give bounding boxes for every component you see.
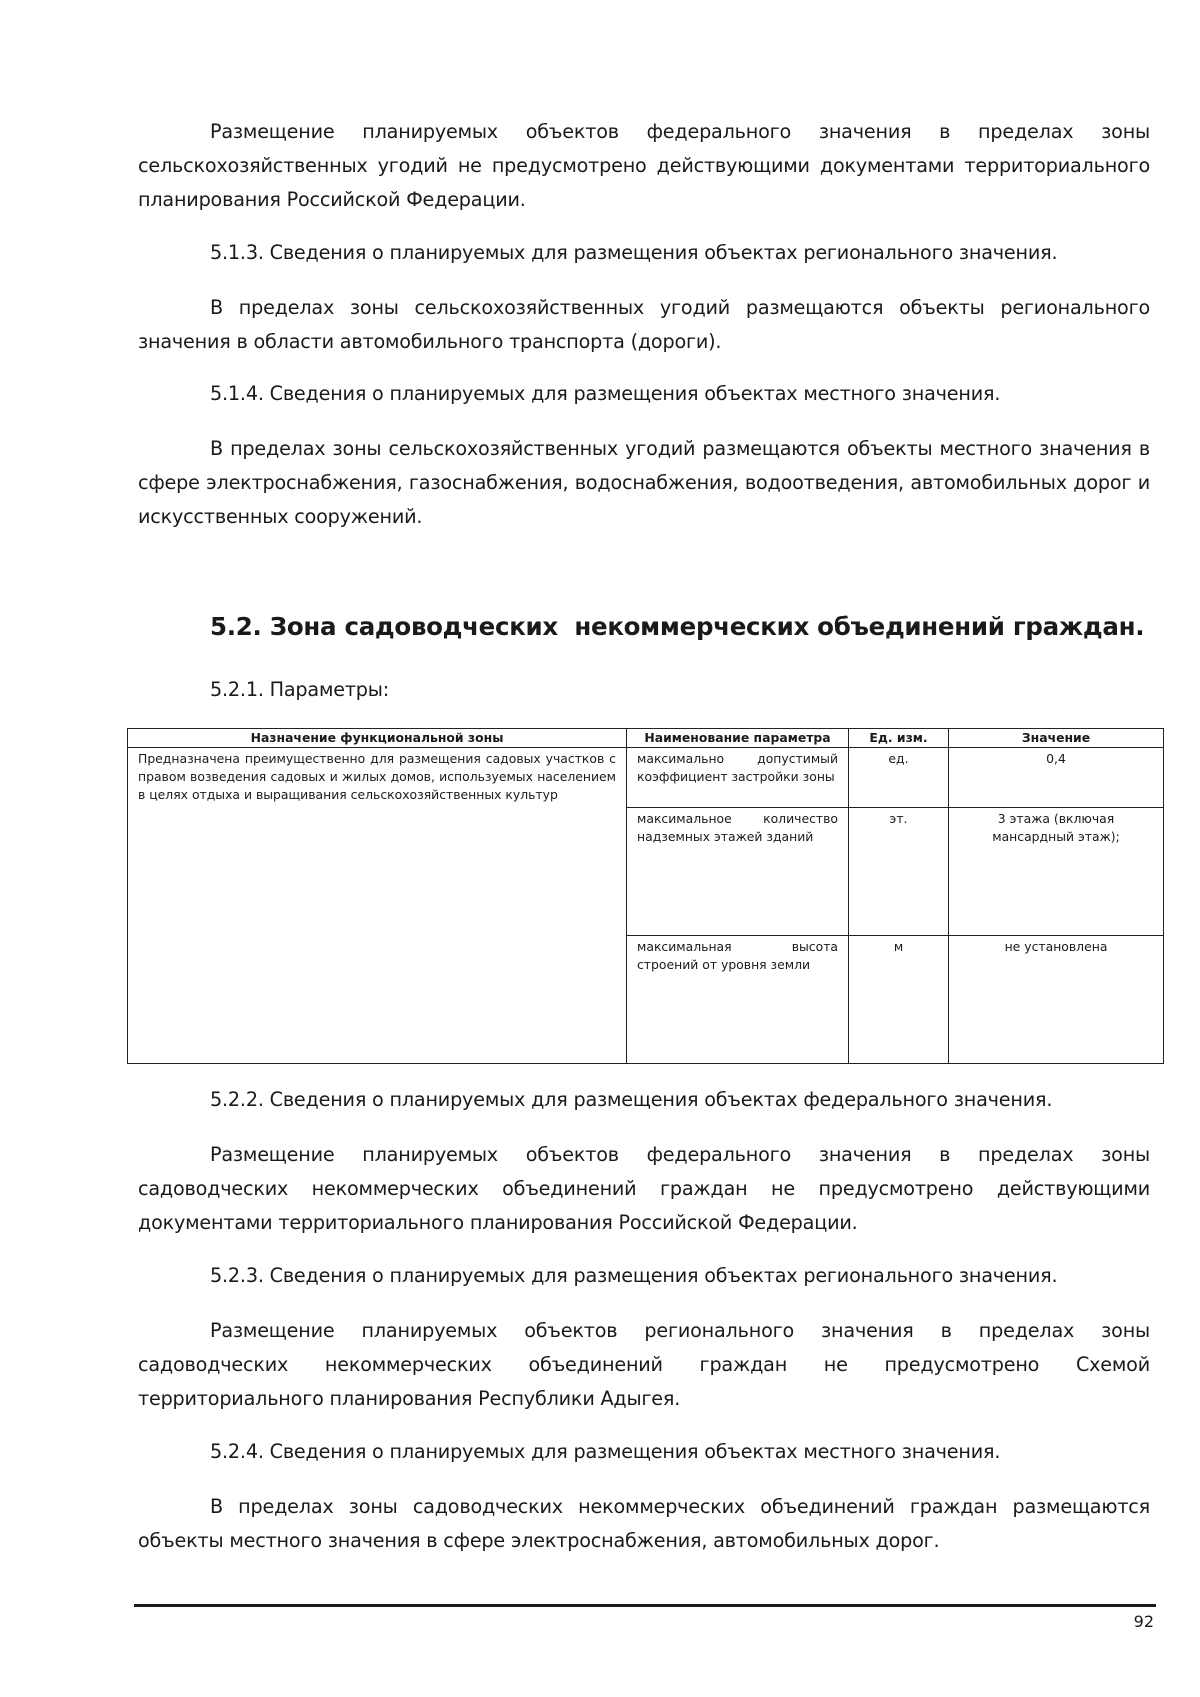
param-cell: максимальная высота строений от уровня земли — [627, 936, 849, 1064]
paragraph-federal-garden: Размещение планируемых объектов федерального значения в пределах зоны садоводческих некоммерческих объединений граждан не предусмотрено действующими документами территориального планирования Российской Федерации. — [138, 1143, 1150, 1234]
footer-rule — [134, 1604, 1156, 1607]
table-header-row — [128, 729, 1164, 748]
value-cell: 0,4 — [949, 748, 1164, 808]
paragraph-federal-agri: Размещение планируемых объектов федерального значения в пределах зоны сельскохозяйственных угодий не предусмотрено действующими документами территориального планирования Российской Федерации. — [138, 120, 1150, 211]
unit-cell: эт. — [849, 808, 949, 936]
paragraph-local-agri: В пределах зоны сельскохозяйственных угодий размещаются объекты местного значения в сфере электроснабжения, газоснабжения, водоснабжения, водоотведения, автомобильных дорог и искусственных сооружений. — [138, 437, 1150, 528]
section-heading-5-2: 5.2. Зона садоводческих некоммерческих объединений граждан. — [210, 612, 1145, 641]
table-row — [128, 748, 1164, 808]
subsection-5-2-2: 5.2.2. Сведения о планируемых для размещения объектах федерального значения. — [210, 1088, 1053, 1111]
parameters-table — [127, 728, 1164, 1064]
subsection-5-2-3: 5.2.3. Сведения о планируемых для размещения объектах регионального значения. — [210, 1264, 1058, 1287]
subsection-5-2-1: 5.2.1. Параметры: — [210, 678, 389, 701]
header-value: Значение — [949, 729, 1164, 748]
header-zone-purpose: Назначение функциональной зоны — [128, 729, 627, 748]
header-unit: Ед. изм. — [849, 729, 949, 748]
param-cell: максимальное количество надземных этажей зданий — [627, 808, 849, 936]
subsection-5-1-4: 5.1.4. Сведения о планируемых для размещения объектах местного значения. — [210, 382, 1001, 405]
paragraph-local-garden: В пределах зоны садоводческих некоммерческих объединений граждан размещаются объекты местного значения в сфере электроснабжения, автомобильных дорог. — [138, 1495, 1150, 1552]
paragraph-regional-garden: Размещение планируемых объектов регионального значения в пределах зоны садоводческих некоммерческих объединений граждан не предусмотрено Схемой территориального планирования Республики Адыгея. — [138, 1319, 1150, 1410]
subsection-5-2-4: 5.2.4. Сведения о планируемых для размещения объектах местного значения. — [210, 1440, 1001, 1463]
header-parameter-name: Наименование параметра — [627, 729, 849, 748]
subsection-5-1-3: 5.1.3. Сведения о планируемых для размещения объектах регионального значения. — [210, 241, 1058, 264]
page-number: 92 — [1133, 1612, 1154, 1631]
unit-cell: м — [849, 936, 949, 1064]
zone-purpose-cell: Предназначена преимущественно для размещения садовых участков с правом возведения садовых и жилых домов, используемых населением в целях отдыха и выращивания сельскохозяйственных культур — [128, 748, 627, 1064]
paragraph-regional-agri: В пределах зоны сельскохозяйственных угодий размещаются объекты регионального значения в области автомобильного транспорта (дороги). — [138, 296, 1150, 353]
unit-cell: ед. — [849, 748, 949, 808]
value-cell: 3 этажа (включая мансардный этаж); — [949, 808, 1164, 936]
param-cell: максимально допустимый коэффициент застройки зоны — [627, 748, 849, 808]
value-cell: не установлена — [949, 936, 1164, 1064]
